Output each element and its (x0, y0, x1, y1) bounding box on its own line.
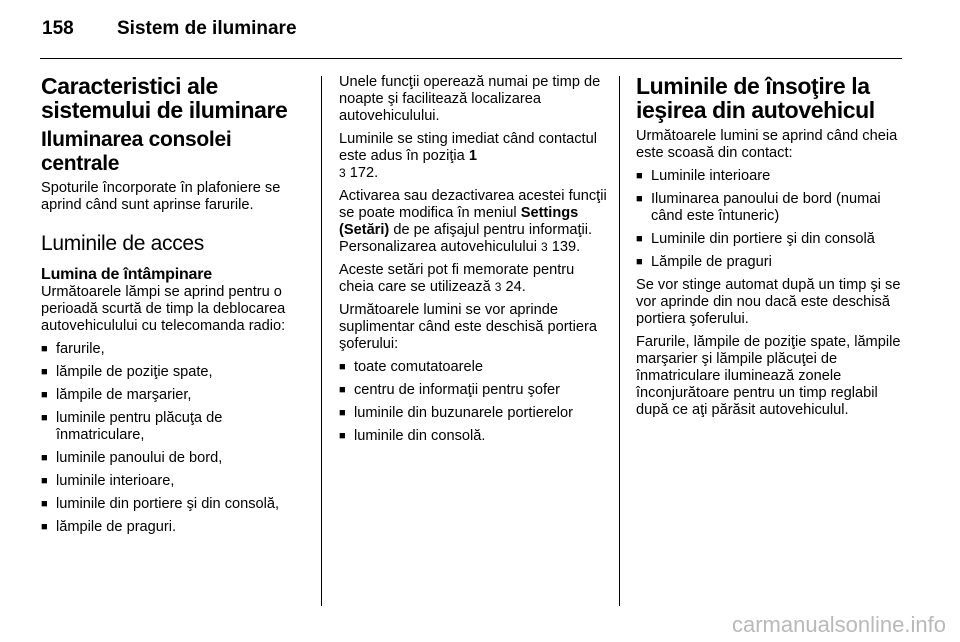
column-divider (321, 76, 322, 606)
section-heading: Caracteristici ale sistemului de iluminare (41, 73, 288, 123)
chapter-title: Sistem de iluminare (117, 18, 297, 39)
list-item: ■ Lămpile de praguri (636, 254, 906, 271)
page-header (42, 18, 297, 48)
menu-name: Settings (Setări) (339, 205, 579, 238)
paragraph: Următoarele lămpi se aprind pentru o perioadă scurtă de timp la deblocarea autovehiculului cu telecomanda radio: (41, 284, 286, 334)
header-rule (40, 58, 902, 59)
bullet-list (636, 168, 906, 271)
page-number: 158 (42, 18, 74, 39)
list-item: ■ farurile, (41, 341, 309, 358)
column-2 (339, 74, 607, 451)
list-item: ■ lămpile de marşarier, (41, 387, 309, 404)
section-heading: Luminile de însoţire la ieşirea din autovehicul (636, 73, 875, 123)
list-item: ■ luminile din portiere şi din consolă, (41, 496, 309, 513)
bullet-list (339, 359, 607, 445)
paragraph: Următoarele lumini se aprind când cheia este scoasă din contact: (636, 128, 898, 161)
page-reference[interactable]: 139. (551, 239, 581, 255)
minor-heading: Lumina de întâmpinare (41, 266, 212, 283)
list-item: ■ luminile din buzunarele portierelor (339, 405, 607, 422)
paragraph: Următoarele lumini se vor aprinde suplimentar când este deschisă portiera şoferului: (339, 302, 597, 352)
column-divider (619, 76, 620, 606)
paragraph: Se vor stinge automat după un timp şi se vor aprinde din nou dacă este deschisă portiera şoferului. (636, 277, 901, 327)
paragraph: Aceste setări pot fi memorate pentru cheia care se utilizează 3 24. (339, 262, 575, 295)
column-1 (41, 74, 309, 542)
subsection-heading: Luminile de acces (41, 232, 204, 255)
page-ref-arrow-icon[interactable]: 3 (494, 280, 502, 294)
paragraph: Spoturile încorporate în plafoniere se aprind când sunt aprinse farurile. (41, 180, 281, 213)
list-item: ■ luminile interioare, (41, 473, 309, 490)
watermark: carmanualsonline.info (731, 612, 946, 637)
list-item: ■ luminile din consolă. (339, 428, 607, 445)
list-item: ■ luminile panoului de bord, (41, 450, 309, 467)
list-item: ■ lămpile de praguri. (41, 519, 309, 536)
list-item: ■ luminile pentru plăcuţa de înmatriculare, (41, 410, 309, 444)
paragraph: Farurile, lămpile de poziţie spate, lămpile marşarier şi lămpile plăcuţei de înmatriculare iluminează zonele înconjurătoare pentru un timp reglabil după ce aţi părăsit autovehiculul. (636, 334, 901, 418)
column-3 (636, 74, 906, 425)
paragraph: Luminile se sting imediat când contactul este adus în poziţia 1 3 172. (339, 131, 597, 181)
page-ref-arrow-icon[interactable]: 3 (339, 166, 346, 180)
list-item: ■ Luminile din portiere şi din consolă (636, 231, 906, 248)
subsection-heading: Iluminarea consolei centrale (41, 128, 232, 175)
page-ref-arrow-icon[interactable]: 3 (541, 240, 548, 254)
paragraph: Activarea sau dezactivarea acestei funcţii se poate modifica în meniul Settings (Setări) de pe afişajul pentru informaţii. Personalizarea autovehiculului 3 139. (339, 188, 607, 255)
bullet-list (41, 341, 309, 536)
list-item: ■ Iluminarea panoului de bord (numai când este întuneric) (636, 191, 906, 225)
list-item: ■ Luminile interioare (636, 168, 906, 185)
page-reference[interactable]: 172. (349, 165, 379, 181)
paragraph: Unele funcţii operează numai pe timp de noapte şi facilitează localizarea autovehiculului. (339, 74, 601, 124)
page-reference[interactable]: 24. (505, 279, 526, 295)
list-item: ■ toate comutatoarele (339, 359, 607, 376)
list-item: ■ lămpile de poziţie spate, (41, 364, 309, 381)
list-item: ■ centru de informaţii pentru şofer (339, 382, 607, 399)
